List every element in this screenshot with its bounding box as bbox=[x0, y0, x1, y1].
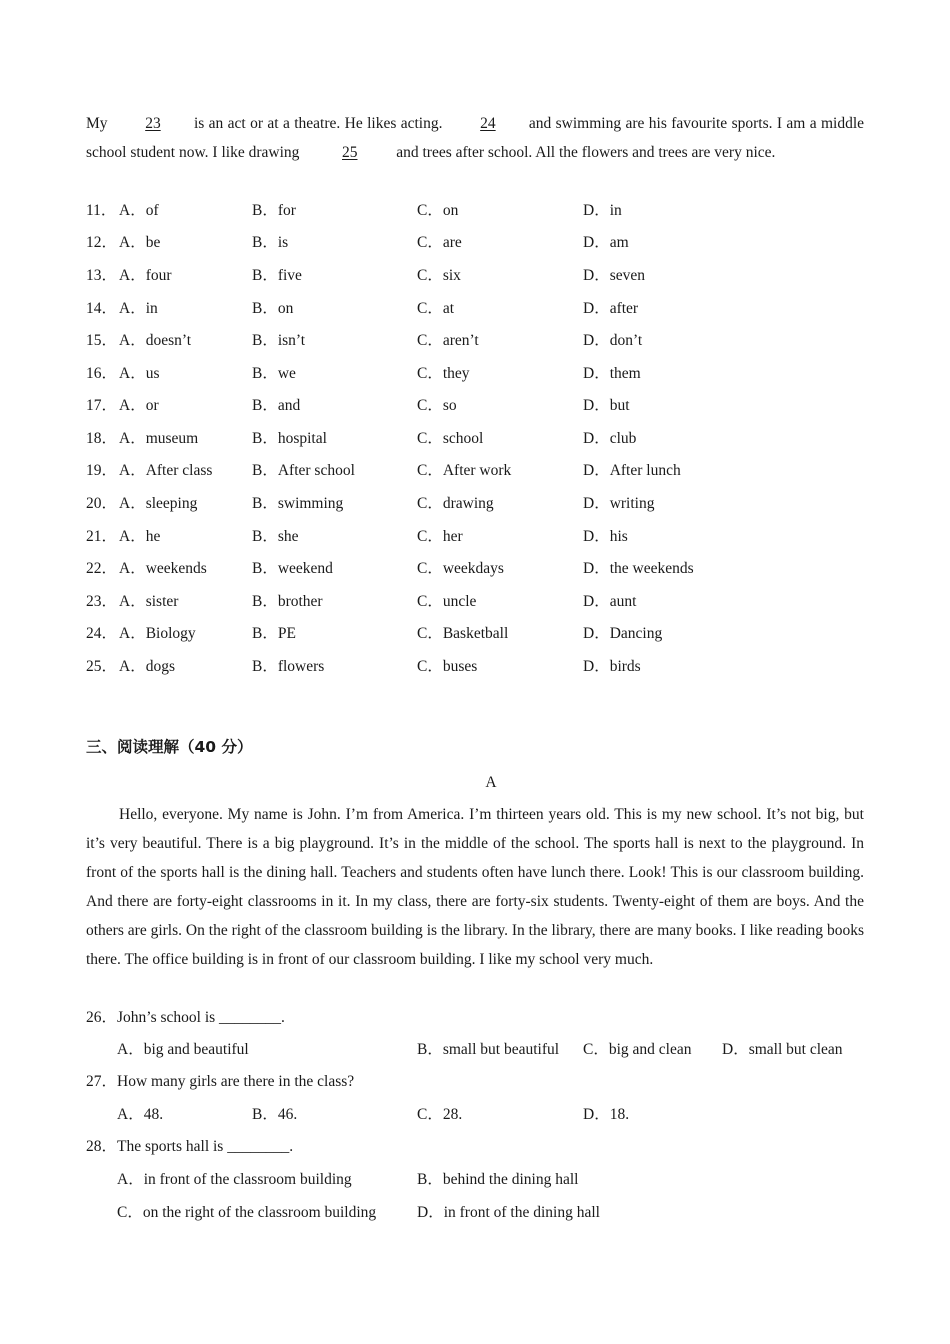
option-a: A．in front of the classroom building bbox=[117, 1171, 352, 1188]
question-row bbox=[86, 264, 886, 288]
option-b: B．flowers bbox=[252, 658, 325, 675]
option-a: A．of bbox=[119, 202, 159, 219]
option-c: C．six bbox=[417, 267, 461, 284]
option-c: C．on the right of the classroom building bbox=[117, 1204, 377, 1221]
question-row bbox=[86, 525, 886, 549]
question-number: 15． bbox=[86, 332, 118, 349]
passage-text: My bbox=[86, 115, 108, 132]
passage-text: and swimming are his favourite sports. I am a middle school student now. I like drawing bbox=[86, 115, 865, 161]
passage-label: A bbox=[485, 774, 497, 791]
option-a: A．four bbox=[119, 267, 172, 284]
option-c: C．Basketball bbox=[417, 625, 509, 642]
option-d: D．club bbox=[583, 430, 637, 447]
option-c: C．at bbox=[417, 300, 455, 317]
option-b: B．brother bbox=[252, 593, 323, 610]
question-row bbox=[86, 655, 886, 679]
option-b: B．on bbox=[252, 300, 294, 317]
question-number: 14． bbox=[86, 300, 118, 317]
option-a: A．or bbox=[119, 397, 159, 414]
question-number: 23． bbox=[86, 593, 118, 610]
option-c: C．on bbox=[417, 202, 459, 219]
option-c: C．they bbox=[417, 365, 470, 382]
question-row bbox=[86, 297, 886, 321]
option-b: B．she bbox=[252, 528, 299, 545]
option-b: B．we bbox=[252, 365, 296, 382]
option-d: D．Dancing bbox=[583, 625, 663, 642]
option-b: B．and bbox=[252, 397, 301, 414]
option-b: B．isn’t bbox=[252, 332, 306, 349]
option-a: A．dogs bbox=[119, 658, 175, 675]
option-d: D．his bbox=[583, 528, 628, 545]
question-row bbox=[86, 459, 886, 483]
option-b: B．weekend bbox=[252, 560, 333, 577]
option-d: D．small but clean bbox=[722, 1041, 843, 1058]
option-d: D．don’t bbox=[583, 332, 643, 349]
option-c: C．are bbox=[417, 234, 462, 251]
question-number: 16． bbox=[86, 365, 118, 382]
option-a: A．After class bbox=[119, 462, 213, 479]
option-b: B．46. bbox=[252, 1106, 298, 1123]
option-d: D．in bbox=[583, 202, 622, 219]
question-row bbox=[86, 557, 886, 581]
option-a: A．doesn’t bbox=[119, 332, 192, 349]
option-c: C．drawing bbox=[417, 495, 494, 512]
option-c: C．28. bbox=[417, 1106, 463, 1123]
option-d: D．writing bbox=[583, 495, 655, 512]
option-a: A．he bbox=[119, 528, 161, 545]
option-a: A．in bbox=[119, 300, 158, 317]
option-a: A．sister bbox=[119, 593, 179, 610]
option-c: C．big and clean bbox=[583, 1041, 692, 1058]
question-row bbox=[86, 199, 886, 223]
option-c: C．her bbox=[417, 528, 463, 545]
option-b: B．swimming bbox=[252, 495, 344, 512]
option-b: B．PE bbox=[252, 625, 296, 642]
option-b: B．After school bbox=[252, 462, 355, 479]
option-a: A．48. bbox=[117, 1106, 164, 1123]
question-stem: 26．John’s school is ________. bbox=[86, 1009, 285, 1026]
option-d: D．but bbox=[583, 397, 630, 414]
option-d: D．birds bbox=[583, 658, 641, 675]
option-d: D．18. bbox=[583, 1106, 630, 1123]
passage-text: and trees after school. All the flowers and trees are very nice. bbox=[396, 144, 776, 161]
option-b: B．behind the dining hall bbox=[417, 1171, 579, 1188]
passage-text: is an act or at a theatre. He likes acting. bbox=[193, 115, 443, 132]
question-row bbox=[86, 231, 886, 255]
option-b: B．is bbox=[252, 234, 289, 251]
question-row bbox=[86, 394, 886, 418]
option-c: C．so bbox=[417, 397, 457, 414]
option-a: A．Biology bbox=[119, 625, 196, 642]
question-row bbox=[86, 329, 886, 353]
question-number: 18． bbox=[86, 430, 118, 447]
option-a: A．be bbox=[119, 234, 161, 251]
option-d: D．After lunch bbox=[583, 462, 681, 479]
question-row bbox=[86, 362, 886, 386]
question-number: 20． bbox=[86, 495, 118, 512]
question-number: 12． bbox=[86, 234, 118, 251]
blank-25: 25 bbox=[342, 144, 358, 161]
option-c: C．weekdays bbox=[417, 560, 504, 577]
option-b: B．small but beautiful bbox=[417, 1041, 560, 1058]
question-number: 22． bbox=[86, 560, 118, 577]
option-d: D．am bbox=[583, 234, 629, 251]
question-stem: 27．How many girls are there in the class? bbox=[86, 1073, 355, 1090]
option-c: C．school bbox=[417, 430, 484, 447]
blank-24: 24 bbox=[480, 115, 496, 132]
option-b: B．hospital bbox=[252, 430, 327, 447]
question-row bbox=[86, 590, 886, 614]
question-number: 13． bbox=[86, 267, 118, 284]
option-a: A．big and beautiful bbox=[117, 1041, 249, 1058]
option-b: B．for bbox=[252, 202, 296, 219]
option-c: C．uncle bbox=[417, 593, 477, 610]
option-a: A．weekends bbox=[119, 560, 207, 577]
option-d: D．the weekends bbox=[583, 560, 694, 577]
blank-23: 23 bbox=[145, 115, 161, 132]
option-a: A．us bbox=[119, 365, 160, 382]
question-row bbox=[86, 427, 886, 451]
question-number: 25． bbox=[86, 658, 118, 675]
cloze-passage-tail bbox=[86, 109, 864, 167]
option-d: D．after bbox=[583, 300, 639, 317]
question-row bbox=[86, 492, 886, 516]
option-d: D．them bbox=[583, 365, 641, 382]
option-a: A．sleeping bbox=[119, 495, 198, 512]
reading-passage: Hello, everyone. My name is John. I’m from America. I’m thirteen years old. This is my new school. It’s not big, but it’s very beautiful. There is a big playground. It’s in the middle of the school. The sports hall is next to the playground. In front of the sports hall is the dining hall. Teachers and students often have lunch there. Look! This is our classroom building. And there are forty-eight classrooms in it. In my class, there are forty-six students. Twenty-eight of them are boys. And the others are girls. On the right of the classroom building is the library. In the library, there are many books. I like reading books there. The office building is in front of our classroom building. I like my school very much. bbox=[86, 806, 864, 968]
question-stem: 28．The sports hall is ________. bbox=[86, 1138, 294, 1155]
question-number: 21． bbox=[86, 528, 118, 545]
option-c: C．aren’t bbox=[417, 332, 479, 349]
option-d: D．seven bbox=[583, 267, 645, 284]
option-a: A．museum bbox=[119, 430, 199, 447]
question-number: 17． bbox=[86, 397, 118, 414]
option-c: C．After work bbox=[417, 462, 512, 479]
option-c: C．buses bbox=[417, 658, 478, 675]
question-row bbox=[86, 622, 886, 646]
option-d: D．aunt bbox=[583, 593, 637, 610]
question-number: 19． bbox=[86, 462, 118, 479]
option-d: D．in front of the dining hall bbox=[417, 1204, 600, 1221]
section-heading: 三、阅读理解（40 分） bbox=[86, 738, 253, 756]
question-number: 24． bbox=[86, 625, 118, 642]
option-b: B．five bbox=[252, 267, 302, 284]
question-number: 11． bbox=[86, 202, 117, 219]
